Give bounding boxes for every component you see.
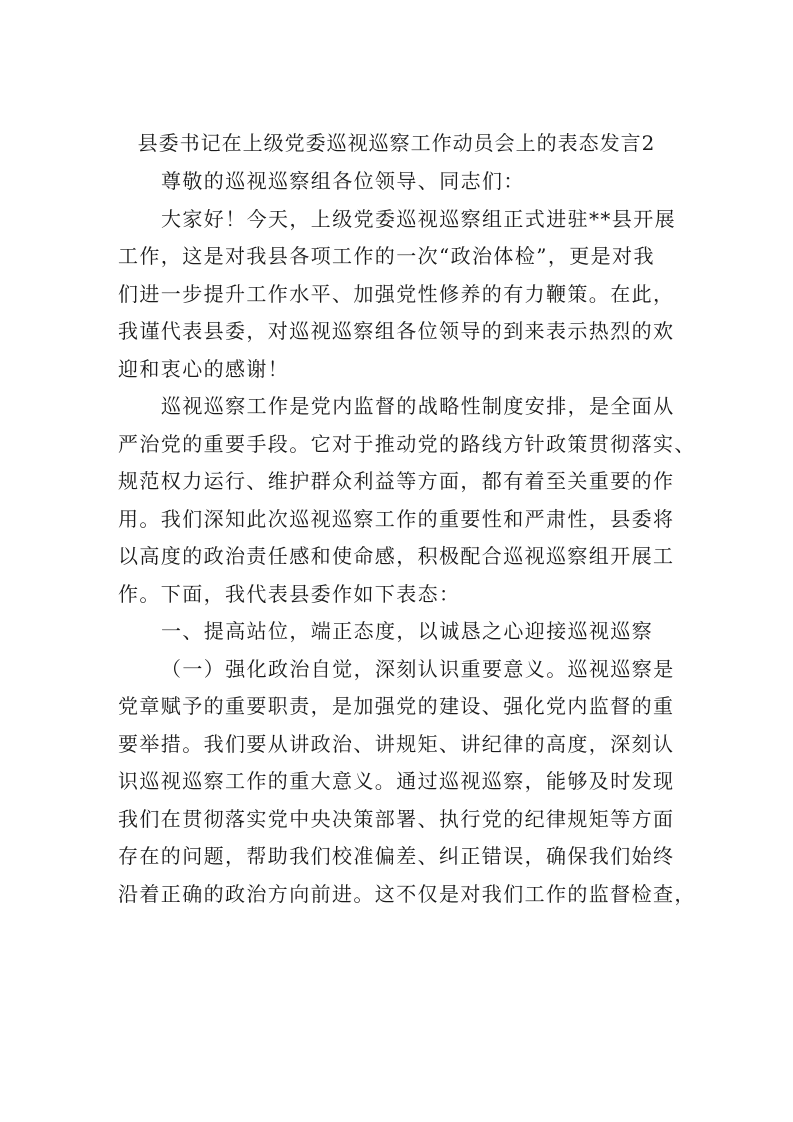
document-body — [118, 163, 696, 913]
paragraph-line: 工作，这是对我县各项工作的一次“政治体检”，更是对我 — [118, 244, 655, 268]
paragraph-line: 存在的问题，帮助我们校准偏差、纠正错误，确保我们始终 — [118, 844, 675, 868]
paragraph-line: 们进一步提升工作水平、加强党性修养的有力鞭策。在此， — [118, 281, 675, 306]
greeting-line: 尊敬的巡视巡察组各位领导、同志们： — [161, 169, 525, 193]
paragraph-line: 我谨代表县委，对巡视巡察组各位领导的到来表示热烈的欢 — [118, 319, 675, 343]
paragraph-line: 要举措。我们要从讲政治、讲规矩、讲纪律的高度，深刻认 — [118, 731, 675, 756]
section-heading: 一、提高站位，端正态度，以诚恳之心迎接巡视巡察 — [161, 619, 654, 643]
paragraph-line: 大家好！今天，上级党委巡视巡察组正式进驻**县开展 — [161, 206, 676, 231]
paragraph-line: 我们在贯彻落实党中央决策部署、执行党的纪律规矩等方面 — [118, 806, 675, 831]
paragraph-line: 以高度的政治责任感和使命感，积极配合巡视巡察组开展工 — [118, 544, 675, 568]
paragraph-line: 迎和衷心的感谢！ — [118, 356, 290, 381]
paragraph-line: 严治党的重要手段。它对于推动党的路线方针政策贯彻落实、 — [118, 431, 696, 456]
subsection-line: （一）强化政治自觉，深刻认识重要意义。巡视巡察是 — [161, 656, 675, 681]
paragraph-line: 规范权力运行、维护群众利益等方面，都有着至关重要的作 — [118, 469, 675, 493]
paragraph-line: 用。我们深知此次巡视巡察工作的重要性和严肃性，县委将 — [118, 506, 675, 531]
paragraph-line: 党章赋予的重要职责，是加强党的建设、强化党内监督的重 — [118, 694, 675, 718]
paragraph-line: 作。下面，我代表县委作如下表态： — [118, 581, 461, 606]
paragraph-line: 识巡视巡察工作的重大意义。通过巡视巡察，能够及时发现 — [118, 769, 675, 793]
paragraph-line: 沿着正确的政治方向前进。这不仅是对我们工作的监督检查， — [118, 881, 696, 906]
document-title: 县委书记在上级党委巡视巡察工作动员会上的表态发言2 — [137, 131, 656, 155]
paragraph-line: 巡视巡察工作是党内监督的战略性制度安排，是全面从 — [161, 394, 675, 418]
